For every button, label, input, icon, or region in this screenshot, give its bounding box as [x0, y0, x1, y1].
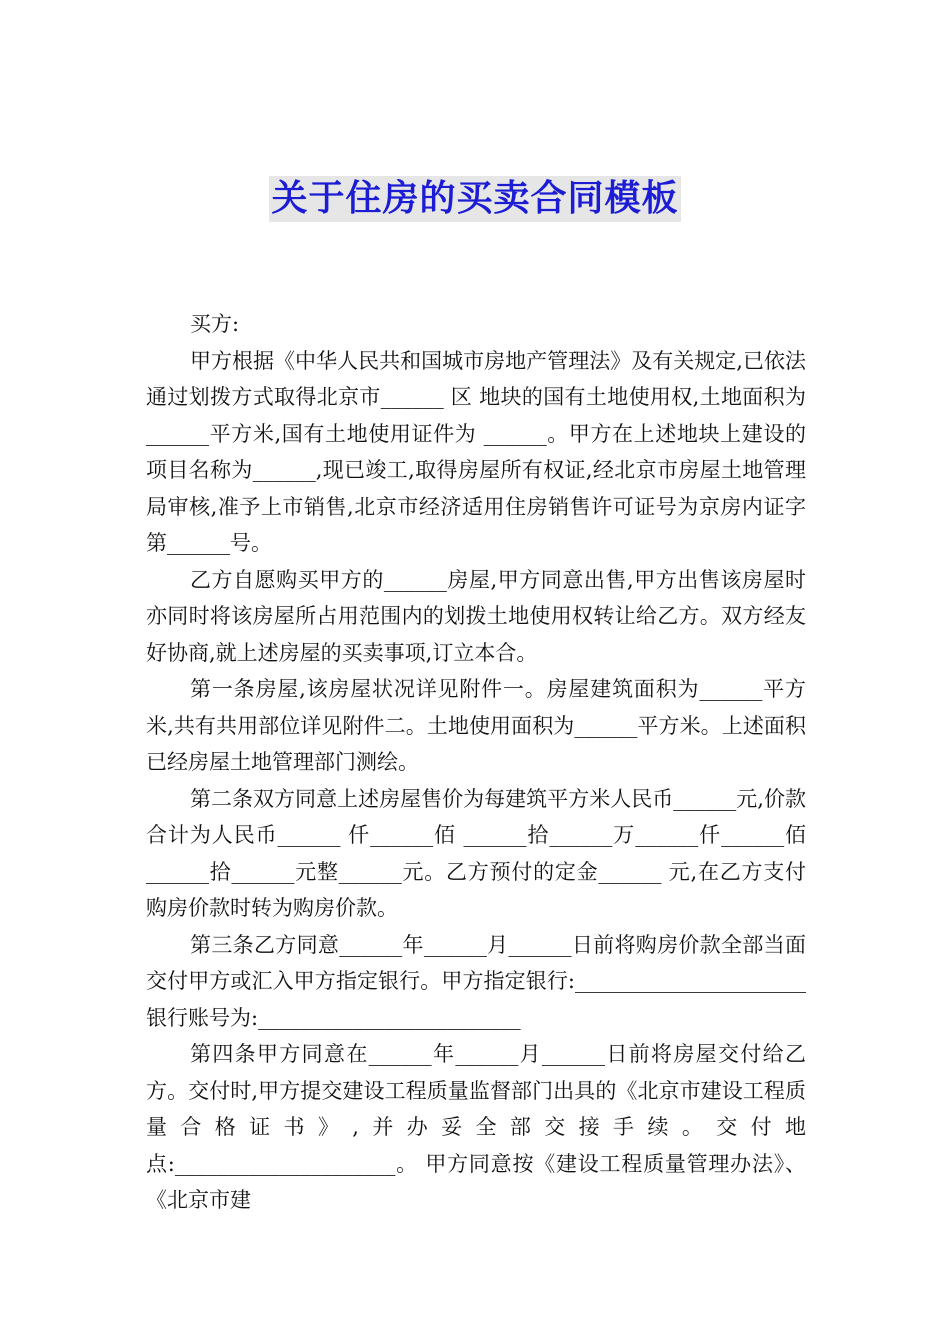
paragraph-buyer: 买方: — [190, 312, 240, 336]
document-title: 关于住房的买卖合同模板 — [269, 176, 680, 222]
paragraph-intro: 甲方根据《中华人民共和国城市房地产管理法》及有关规定,已依法通过划拨方式取得北京市______ 区 地块的国有土地使用权,土地面积为 ______平方米,国有土地使用证件为 ______。甲方在上述地块上建设的项目名称为______,现已竣工,取得房屋所有权证,经北京市房屋土地管理局审核,准予上市销售,北京市经济适用住房销售许可证号为京房内证字第______号。 — [146, 348, 813, 555]
title-area — [0, 176, 950, 222]
paragraph-purchase: 乙方自愿购买甲方的______房屋,甲方同意出售,甲方出售该房屋时亦同时将该房屋所占用范围内的划拨土地使用权转让给乙方。双方经友好协商,就上述房屋的买卖事项,订立本合。 — [146, 567, 806, 665]
paragraph-article-2: 第二条双方同意上述房屋售价为每建筑平方米人民币______元,价款合计为人民币______ 仟______佰 ______拾______万______仟______佰______拾______元整______元。乙方预付的定金______ 元,在乙方支付购房价款时转为购房价款。 — [146, 786, 806, 920]
paragraph-article-3: 第三条乙方同意______年______月______日前将购房价款全部当面交付甲方或汇入甲方指定银行。甲方指定银行:______________________ 银行账号为:_________________________ — [146, 932, 813, 1030]
contract-body — [146, 306, 813, 1219]
paragraph-article-4: 第四条甲方同意在______年______月______日前将房屋交付给乙方。交付时,甲方提交建设工程质量监督部门出具的《北京市建设工程质量合格证书》,并办妥全部交接手续。交付地点:_____________________。 甲方同意按《建设工程质量管理办法》、《北京市建 — [146, 1042, 806, 1212]
paragraph-article-1: 第一条房屋,该房屋状况详见附件一。房屋建筑面积为______平方米,共有共用部位详见附件二。土地使用面积为______平方米。上述面积已经房屋土地管理部门测绘。 — [146, 677, 806, 774]
